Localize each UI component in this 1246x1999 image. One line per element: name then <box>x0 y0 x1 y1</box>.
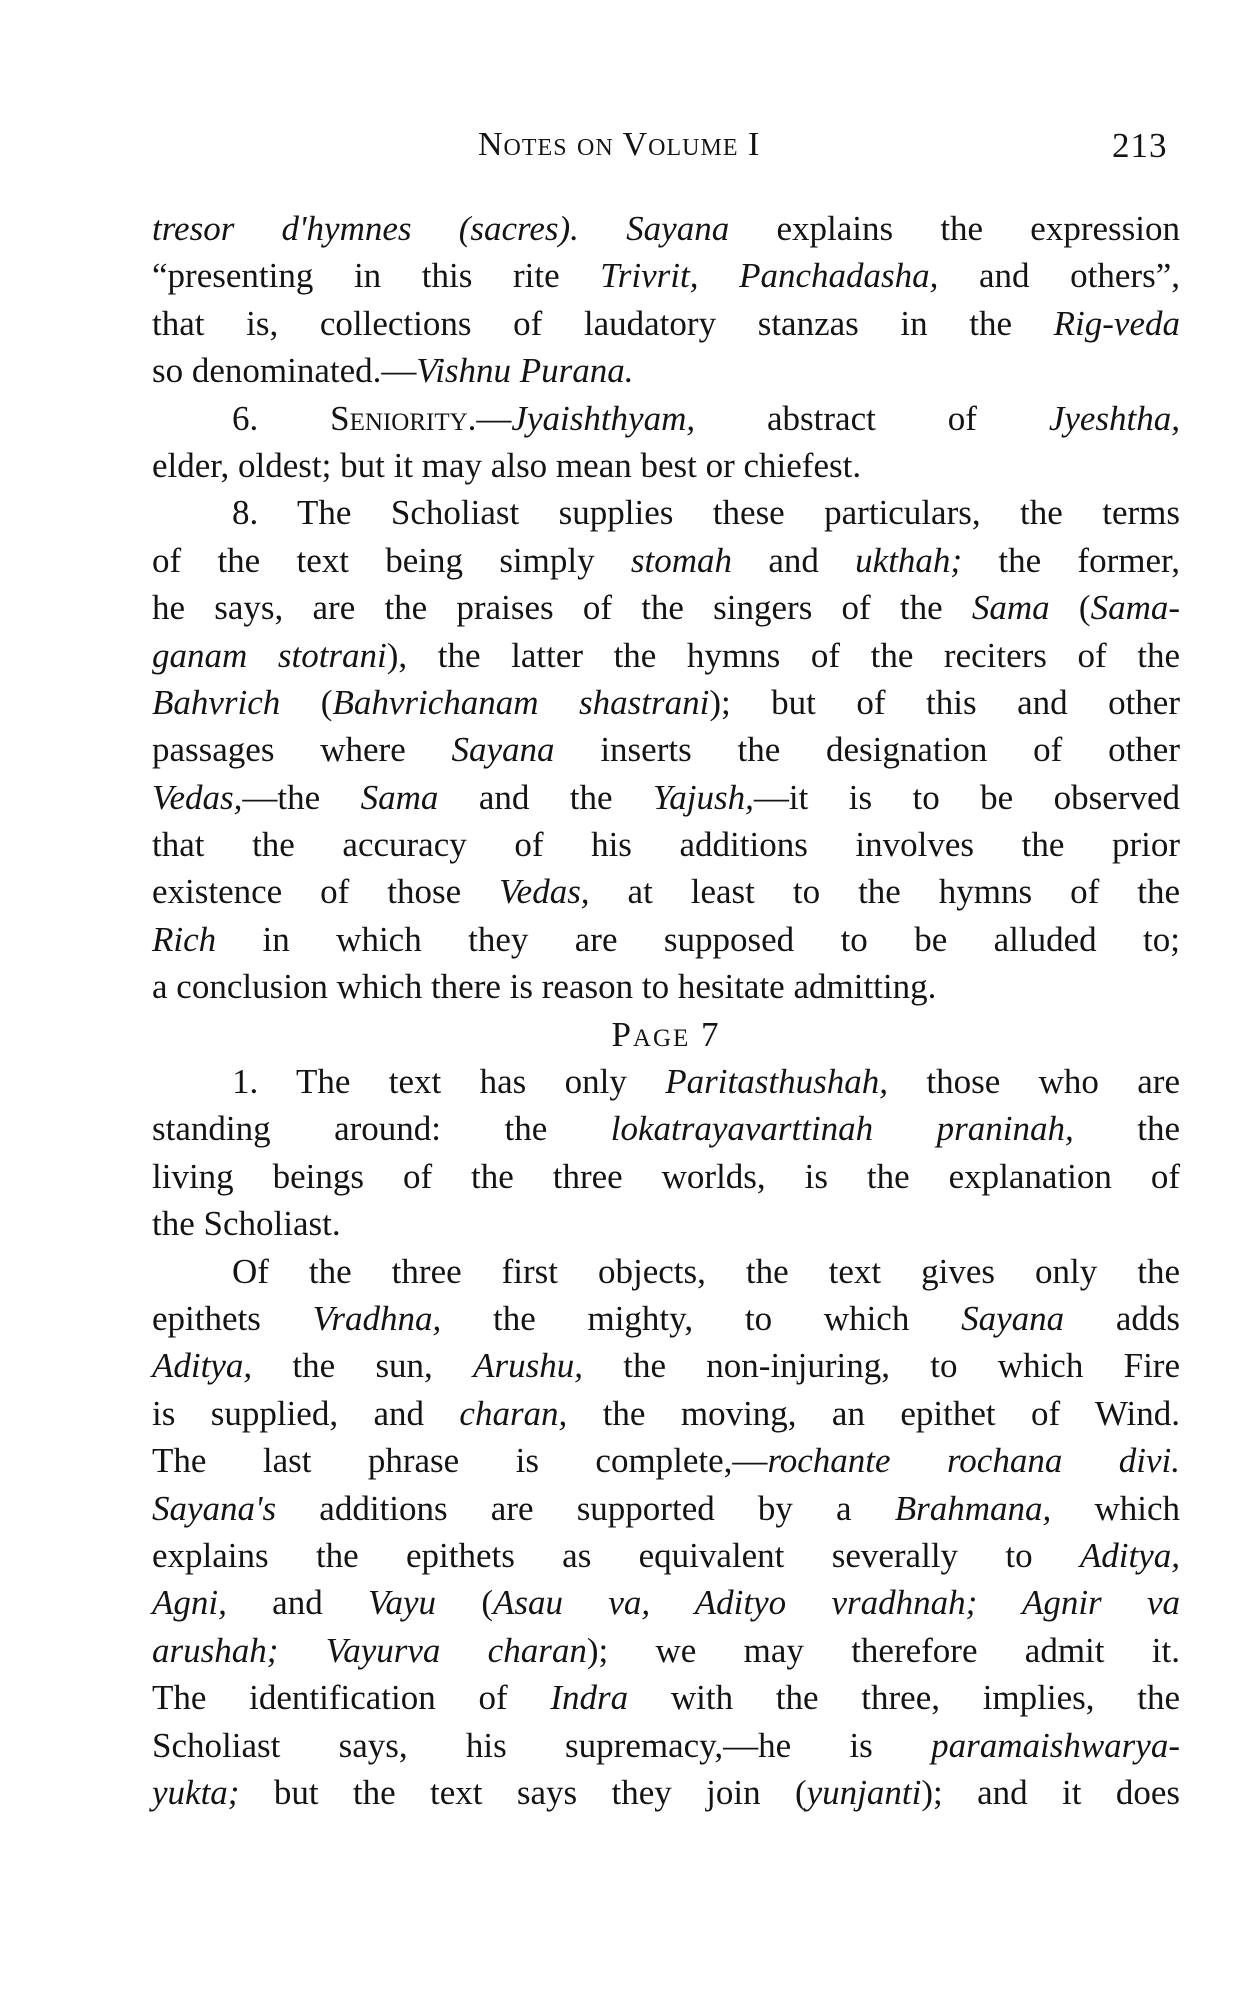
italic-term: paramaishwarya- <box>931 1725 1180 1765</box>
text-run: the non-injuring, to which Fire <box>582 1346 1180 1386</box>
text-run: those who are <box>887 1062 1180 1102</box>
text-run: explains the expression <box>729 209 1181 248</box>
text-run: ( <box>436 1583 494 1623</box>
italic-term: Rig-veda <box>1053 303 1180 343</box>
text-line <box>152 1722 1180 1769</box>
text-run: ), the latter the hymns of the reciters of the <box>386 635 1180 675</box>
text-run: Page 7 <box>611 1014 721 1054</box>
text-run: the mighty, to which <box>441 1298 962 1338</box>
italic-term: Paritasthushah, <box>665 1062 888 1102</box>
text-run: the Scholiast. <box>152 1204 341 1244</box>
italic-term: Indra <box>550 1678 629 1718</box>
text-run: .— <box>467 398 512 438</box>
text-run: ( <box>1049 588 1091 628</box>
text-run: —it is to be observed <box>753 777 1180 817</box>
text-run: 1. The text has only <box>232 1062 666 1102</box>
text-line <box>152 300 1180 347</box>
text-line <box>152 726 1180 773</box>
italic-term: Asau va, Adityo vradhnah; Agnir va <box>493 1583 1181 1623</box>
italic-term: Yajush, <box>653 777 754 817</box>
italic-term: Rich <box>152 919 217 959</box>
text-line <box>152 821 1180 868</box>
italic-term: Sama- <box>1090 588 1180 628</box>
italic-term: tresor d'hymnes (sacres). <box>152 209 579 248</box>
text-run: at least to the hymns of the <box>589 872 1180 912</box>
italic-term: Sayana <box>626 209 730 248</box>
text-run: ); we may therefore admit it. <box>586 1630 1180 1670</box>
text-run: and the <box>438 777 653 817</box>
italic-term: Vradhna, <box>312 1298 442 1338</box>
italic-term: Vayu <box>368 1583 437 1623</box>
italic-term: Sayana's <box>152 1488 277 1528</box>
text-line <box>152 1532 1180 1579</box>
italic-term: Jyeshtha, <box>1048 398 1181 438</box>
text-line <box>152 1153 1180 1200</box>
italic-term: Aditya, <box>152 1346 253 1386</box>
italic-term: ganam stotrani <box>152 635 387 675</box>
text-run: living beings of the three worlds, is the explanation of <box>152 1156 1180 1196</box>
text-run: with the three, implies, the <box>628 1678 1180 1718</box>
text-line <box>152 205 1180 252</box>
text-run: ); and it does <box>921 1772 1180 1812</box>
text-run: passages where <box>152 730 452 770</box>
italic-term: rochante rochana divi. <box>767 1441 1180 1481</box>
text-line <box>152 1437 1180 1484</box>
italic-term: Sayana <box>961 1298 1065 1338</box>
text-run: of the text being simply <box>152 540 631 580</box>
text-run: the sun, <box>252 1346 474 1386</box>
text-run: he says, are the praises of the singers of the <box>152 588 972 628</box>
text-run: which <box>1051 1488 1180 1528</box>
text-line <box>152 1058 1180 1105</box>
text-line <box>152 489 1180 536</box>
italic-term: Jyaishthyam, <box>511 398 696 438</box>
text-run: elder, oldest; but it may also mean best or chiefest. <box>152 445 862 485</box>
text-line <box>152 252 1180 299</box>
text-run: Seniority <box>330 398 468 438</box>
text-run: 8. The Scholiast supplies these particulars, the terms <box>232 493 1180 533</box>
italic-term: Vedas, <box>152 777 243 817</box>
italic-term: Vedas, <box>499 872 590 912</box>
italic-term: Sama <box>360 777 439 817</box>
text-line <box>152 1485 1180 1532</box>
italic-term: stomah <box>630 540 733 580</box>
italic-term: Aditya, <box>1079 1535 1180 1575</box>
text-run: ); but of this and other <box>709 682 1180 722</box>
text-run: existence of those <box>152 872 500 912</box>
text-line <box>152 1342 1180 1389</box>
text-run: explains the epithets as equivalent severally to <box>152 1535 1080 1575</box>
italic-term: Agni, <box>152 1583 227 1623</box>
text-line <box>152 1674 1180 1721</box>
italic-term: ukthah; <box>855 540 963 580</box>
text-run: and <box>226 1583 369 1623</box>
text-run: and <box>732 540 856 580</box>
italic-term: arushah; Vayurva charan <box>152 1630 587 1670</box>
italic-term: Arushu, <box>473 1346 583 1386</box>
italic-term: yukta; <box>152 1772 240 1812</box>
text-run: adds <box>1064 1298 1180 1338</box>
text-line <box>152 774 1180 821</box>
italic-term: lokatrayavarttinah praninah, <box>610 1109 1074 1149</box>
text-run: but the text says they join ( <box>239 1772 807 1812</box>
text-run <box>579 209 626 248</box>
text-line <box>152 1105 1180 1152</box>
italic-term: Vishnu Purana. <box>416 351 634 391</box>
text-line <box>152 916 1180 963</box>
text-line <box>152 537 1180 584</box>
text-line <box>152 868 1180 915</box>
text-run: the former, <box>962 540 1180 580</box>
text-run: —the <box>242 777 361 817</box>
running-head-title: Notes on Volume I <box>478 126 761 163</box>
text-line <box>152 1200 1180 1247</box>
text-run: that the accuracy of his additions involves the prior <box>152 825 1180 865</box>
text-line <box>152 442 1180 489</box>
text-run: abstract of <box>695 398 1049 438</box>
text-run: inserts the designation of other <box>554 730 1180 770</box>
running-header <box>0 126 1246 176</box>
text-run: Scholiast says, his supremacy,—he is <box>152 1725 932 1765</box>
text-run: the moving, an epithet of Wind. <box>567 1393 1180 1433</box>
text-run: that is, collections of laudatory stanzas in the <box>152 303 1054 343</box>
text-line <box>152 1627 1180 1674</box>
text-run: Of the three first objects, the text gives only the <box>232 1251 1180 1291</box>
italic-term: Brahmana, <box>894 1488 1052 1528</box>
text-line <box>152 632 1180 679</box>
text-run: is supplied, and <box>152 1393 460 1433</box>
italic-term: Bahvrichanam shastrani <box>332 682 710 722</box>
text-line <box>152 395 1180 442</box>
text-line <box>152 963 1180 1010</box>
text-run: a conclusion which there is reason to hesitate admitting. <box>152 967 937 1007</box>
text-run: so denominated.— <box>152 351 417 391</box>
text-run: the <box>1073 1109 1181 1149</box>
italic-term: Trivrit, Panchadasha, <box>600 256 939 296</box>
text-run: “presenting in this rite <box>152 256 601 296</box>
text-run: The last phrase is complete,— <box>152 1441 768 1481</box>
italic-term: yunjanti <box>806 1772 922 1812</box>
text-line <box>152 1579 1180 1626</box>
text-run: standing around: the <box>152 1109 611 1149</box>
text-line <box>152 1769 1180 1816</box>
text-run: 6. <box>232 398 331 438</box>
body-text <box>152 205 1180 1816</box>
page-number: 213 <box>1112 126 1168 165</box>
text-run: The identification of <box>152 1678 551 1718</box>
text-line <box>152 1390 1180 1437</box>
text-run: additions are supported by a <box>276 1488 895 1528</box>
text-run: ( <box>280 682 333 722</box>
italic-term: charan, <box>459 1393 568 1433</box>
text-line <box>152 347 1180 394</box>
text-line <box>152 1248 1180 1295</box>
italic-term: Bahvrich <box>152 682 281 722</box>
text-line <box>152 584 1180 631</box>
text-run: and others”, <box>938 256 1180 296</box>
text-line <box>152 679 1180 726</box>
italic-term: Sama <box>971 588 1050 628</box>
text-run: in which they are supposed to be alluded to; <box>216 919 1180 959</box>
italic-term: Sayana <box>451 730 555 770</box>
section-heading <box>152 1011 1180 1058</box>
text-line <box>152 1295 1180 1342</box>
text-run: epithets <box>152 1298 313 1338</box>
